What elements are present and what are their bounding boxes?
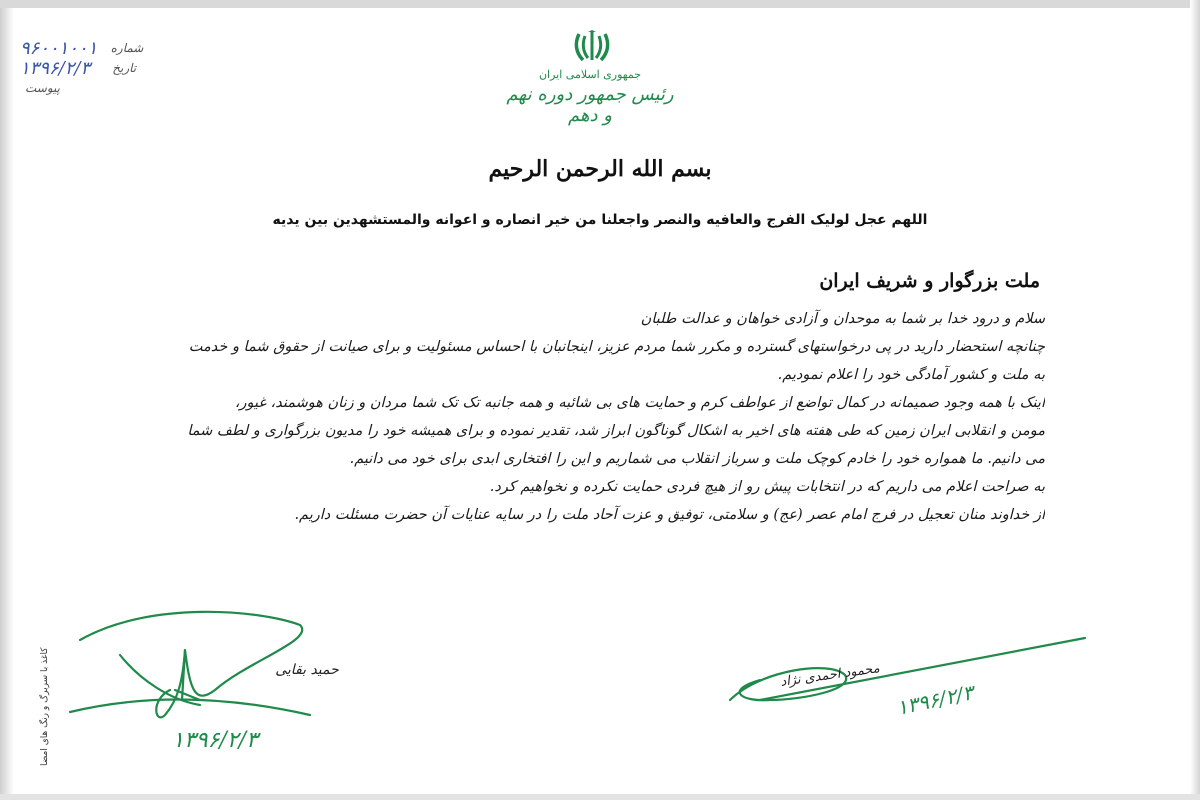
body-line: سلام و درود خدا بر شما به موحدان و آزادی خواهان و عدالت طلبان — [640, 311, 1045, 327]
reference-block — [20, 38, 240, 98]
iran-emblem-icon — [573, 30, 611, 64]
page-edge-left — [0, 0, 14, 800]
left-signatory-name: حمید بقایی — [275, 662, 339, 678]
letterhead-country: جمهوری اسلامی ایران — [538, 68, 642, 81]
body-line: به ملت و کشور آمادگی خود را اعلام نمودیم. — [777, 367, 1045, 383]
letterhead-title: رئیس جمهور دوره نهم و دهم — [506, 84, 674, 126]
bismillah: بسم الله الرحمن الرحیم — [488, 156, 712, 182]
right-signatory-name: محمود احمدی نژاد — [779, 661, 881, 690]
body-line: اینک با همه وجود صمیمانه در کمال تواضع از عواطف کرم و حمایت های بی شائبه و همه جانبه تک تک شما مردان و زنان هوشمند، غیور، — [234, 395, 1045, 411]
reference-number-label: شماره — [110, 41, 144, 55]
reference-date-row — [20, 58, 240, 78]
reference-attachment-label: پیوست — [25, 81, 60, 95]
salutation: ملت بزرگوار و شریف ایران — [819, 270, 1040, 292]
opening-prayer: اللهم عجل لولیک الفرج والعافیه والنصر واجعلنا من خیر انصاره و اعوانه والمستشهدین بین یدیه — [272, 212, 928, 228]
body-line: از خداوند منان تعجیل در فرج امام عصر (عج) و سلامتی، توفیق و عزت آحاد ملت را در سایه عنایات آن حضرت مسئلت داریم. — [294, 507, 1045, 523]
letter-body — [150, 305, 1045, 529]
reference-number-row — [20, 38, 240, 58]
body-line: به صراحت اعلام می داریم که در انتخابات پیش رو از هیچ فردی حمایت نکرده و نخواهیم کرد. — [489, 479, 1045, 495]
reference-date-value: ۱۳۹۶/۲/۳ — [20, 57, 91, 79]
page-edge-top — [0, 0, 1200, 8]
body-line: مومن و انقلابی ایران زمین که طی هفته های اخیر به اشکال گوناگون ابراز شد، تقدیر نموده و برای همیشه خود را مدیون بزرگواری و لطف شما — [187, 423, 1045, 439]
reference-attachment-row — [20, 78, 240, 98]
reference-number-value: ۹۶۰۰۱۰۰۱ — [20, 37, 98, 59]
right-signature-date: ۱۳۹۶/۲/۳ — [894, 680, 976, 720]
right-signature — [730, 638, 1085, 700]
left-signature-date: ۱۳۹۶/۲/۳ — [172, 728, 258, 753]
side-note-text: کاغذ با سربرگ و رنگ های امضا — [40, 647, 50, 766]
reference-date-label: تاریخ — [112, 61, 137, 75]
page-edge-right — [1190, 0, 1200, 800]
body-line: می دانیم. ما همواره خود را خادم کوچک ملت و سرباز انقلاب می شماریم و این را افتخاری ابدی برای خود می دانیم. — [349, 451, 1045, 467]
page-edge-bottom — [0, 794, 1200, 800]
body-line: چنانچه استحضار دارید در پی درخواستهای گسترده و مکرر شما مردم عزیز، اینجانبان با احساس مسئولیت و برای صیانت از حقوق شما و خدمت — [188, 339, 1045, 355]
side-note — [40, 616, 54, 766]
